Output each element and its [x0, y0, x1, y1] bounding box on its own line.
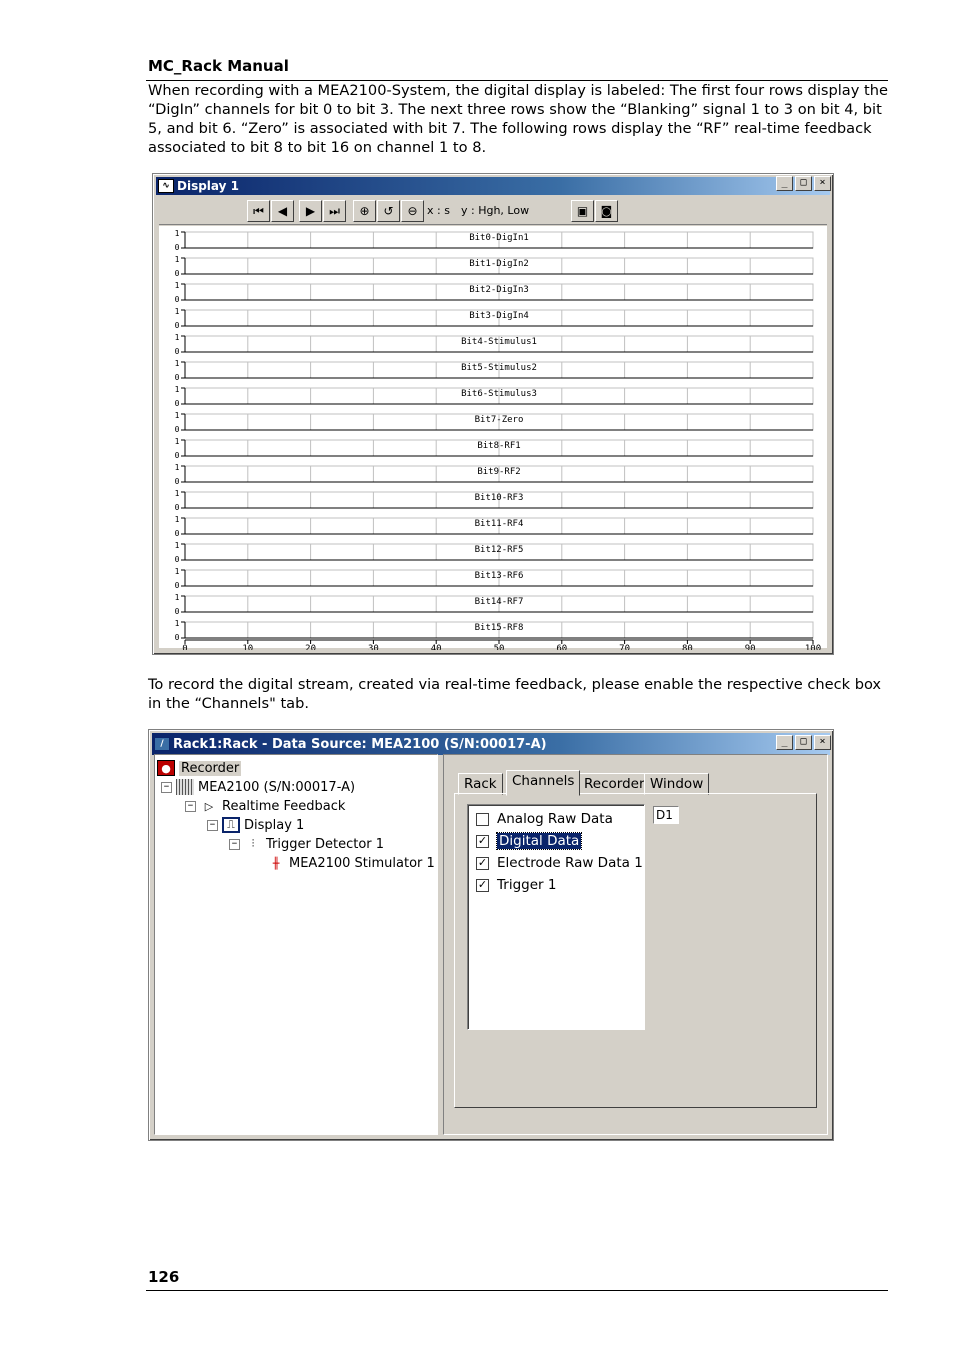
x-tick-label: 30 — [367, 644, 379, 650]
next-icon[interactable]: ▶ — [299, 200, 322, 222]
y-tick-label: 0 — [174, 581, 180, 590]
tree-node-mea2100[interactable] — [161, 779, 355, 795]
recorder-icon: ● — [157, 760, 175, 776]
y-tick-label: 1 — [174, 307, 180, 316]
channel-label: Bit5-Stimulus2 — [461, 363, 537, 373]
rack-titlebar[interactable] — [152, 733, 830, 755]
y-tick-label: 0 — [174, 425, 180, 434]
prev-icon[interactable]: ◀ — [271, 200, 294, 222]
channel-label: Bit0-DigIn1 — [469, 233, 529, 243]
tree-node-trigger-detector[interactable] — [229, 836, 384, 852]
channel-label: Bit7-Zero — [474, 415, 524, 425]
x-tick-label: 90 — [744, 644, 756, 650]
rack-title: Rack1:Rack - Data Source: MEA2100 (S/N:00017-A) — [173, 736, 547, 752]
y-tick-label: 0 — [174, 295, 180, 304]
channel-label: Bit3-DigIn4 — [469, 311, 529, 321]
y-tick-label: 1 — [174, 359, 180, 368]
channel-label: Bit6-Stimulus3 — [461, 389, 537, 399]
y-unit-label: y : Hgh, Low — [461, 204, 530, 217]
y-tick-label: 1 — [174, 229, 180, 238]
y-tick-label: 1 — [174, 619, 180, 628]
channels-tab-body — [454, 793, 817, 1108]
channel-label: Bit11-RF4 — [474, 519, 524, 529]
first-icon[interactable]: ⏮ — [247, 200, 270, 222]
y-tick-label: 1 — [174, 385, 180, 394]
channel-label: Bit1-DigIn2 — [469, 259, 529, 269]
manual-header: MC_Rack Manual — [148, 57, 289, 75]
tab-window[interactable]: Window — [644, 773, 709, 795]
y-tick-label: 1 — [174, 593, 180, 602]
y-tick-label: 1 — [174, 437, 180, 446]
y-tick-label: 1 — [174, 333, 180, 342]
channel-label: Bit12-RF5 — [474, 545, 524, 555]
y-tick-label: 1 — [174, 567, 180, 576]
collapse-icon[interactable]: − — [207, 820, 218, 831]
tree-node-stimulator[interactable] — [267, 855, 435, 871]
channel-label: Bit14-RF7 — [474, 597, 524, 607]
y-tick-label: 0 — [174, 555, 180, 564]
y-tick-label: 0 — [174, 607, 180, 616]
channel-label: Bit4-Stimulus1 — [461, 337, 537, 347]
y-tick-label: 0 — [174, 503, 180, 512]
maximize-button[interactable]: □ — [795, 735, 812, 750]
y-tick-label: 1 — [174, 411, 180, 420]
x-tick-label: 80 — [681, 644, 693, 650]
properties-panel — [443, 754, 828, 1135]
channel-label: Bit15-RF8 — [474, 623, 524, 633]
minimize-button[interactable]: _ — [776, 735, 793, 750]
tab-channels[interactable]: Channels — [506, 770, 580, 796]
rack-tree — [154, 754, 438, 1135]
undo-zoom-icon[interactable]: ↺ — [377, 200, 400, 222]
checkbox[interactable]: ✓ — [477, 855, 488, 869]
y-tick-label: 0 — [174, 321, 180, 330]
x-tick-label: 10 — [242, 644, 254, 650]
y-tick-label: 1 — [174, 255, 180, 264]
x-tick-label: 100 — [804, 644, 822, 650]
channel-label: Bit10-RF3 — [474, 493, 524, 503]
trigger-icon: ⫶ — [251, 837, 255, 850]
paragraph-2: To record the digital stream, created via real-time feedback, please enable the respective check box in the “Channels" tab. — [148, 676, 882, 712]
channel-label: Digital Data — [499, 833, 580, 849]
channel-label: Bit9-RF2 — [477, 467, 521, 477]
y-tick-label: 1 — [174, 463, 180, 472]
y-tick-label: 0 — [174, 243, 180, 252]
display-title: Display 1 — [177, 179, 239, 193]
x-tick-label: 20 — [305, 644, 317, 650]
tree-label: MEA2100 (S/N:00017-A) — [198, 779, 356, 795]
tree-label: Trigger Detector 1 — [266, 836, 385, 852]
y-tick-label: 0 — [174, 373, 180, 382]
last-icon[interactable]: ⏭ — [323, 200, 346, 222]
tree-label: Display 1 — [244, 817, 305, 833]
y-tick-label: 1 — [174, 541, 180, 550]
tree-label: Realtime Feedback — [222, 798, 346, 814]
footer-rule — [146, 1290, 888, 1291]
digital-plot-area — [159, 226, 827, 648]
camera-icon[interactable]: ◙ — [595, 200, 618, 222]
x-tick-label: 50 — [493, 644, 505, 650]
minimize-button[interactable]: _ — [776, 176, 793, 191]
tree-node-recorder[interactable] — [157, 760, 241, 776]
checkbox[interactable] — [476, 813, 489, 826]
channel-list — [467, 804, 645, 1030]
y-tick-label: 0 — [174, 529, 180, 538]
checkbox[interactable]: ✓ — [477, 833, 488, 847]
channel-label: Trigger 1 — [497, 877, 557, 893]
tab-rack[interactable]: Rack — [458, 773, 503, 795]
channel-label: Electrode Raw Data 1 — [497, 855, 643, 871]
x-tick-label: 70 — [619, 644, 631, 650]
tree-node-display[interactable] — [207, 817, 304, 833]
collapse-icon[interactable]: − — [185, 801, 196, 812]
collapse-icon[interactable]: − — [161, 782, 172, 793]
digital-plot — [159, 226, 827, 650]
device-icon — [176, 779, 194, 795]
channel-item[interactable] — [476, 833, 581, 849]
page-number: 126 — [148, 1268, 180, 1286]
y-tick-label: 1 — [174, 489, 180, 498]
x-tick-label: 60 — [556, 644, 568, 650]
paragraph-1: When recording with a MEA2100-System, the digital display is labeled: The first four rows display the “DigIn” channels for bit 0 to bit 3. The next three rows show the “Blanking” signal 1 to 3 on bit 4, bit 5, and bit 6. “Zero” is associated with bit 7. The following rows display the “RF” real-time feedback associated to bit 8 to bit 16 on channel 1 to 8. — [148, 82, 888, 156]
y-tick-label: 1 — [174, 515, 180, 524]
maximize-button[interactable]: □ — [795, 176, 812, 191]
channel-code-field[interactable]: D1 — [653, 806, 679, 824]
display-window — [152, 173, 834, 655]
channel-label: Bit2-DigIn3 — [469, 285, 529, 295]
stimulator-icon: ╫ — [272, 856, 280, 870]
y-tick-label: 0 — [174, 451, 180, 460]
channel-label: Bit13-RF6 — [474, 571, 524, 581]
channel-label: Analog Raw Data — [497, 811, 613, 827]
channel-label: Bit8-RF1 — [477, 441, 521, 451]
y-tick-label: 0 — [174, 347, 180, 356]
channel-item[interactable] — [476, 811, 613, 827]
rack-window-icon: / — [154, 737, 170, 751]
tree-label: Recorder — [181, 760, 240, 776]
close-button[interactable]: × — [814, 176, 831, 191]
y-tick-label: 0 — [174, 269, 180, 278]
collapse-icon[interactable]: − — [229, 839, 240, 850]
x-tick-label: 40 — [430, 644, 442, 650]
save-icon[interactable]: ▣ — [571, 200, 594, 222]
y-tick-label: 0 — [174, 399, 180, 408]
rack-window — [148, 729, 834, 1141]
display-icon: ⎍ — [222, 817, 240, 833]
checkbox[interactable]: ✓ — [477, 877, 488, 891]
zoom-in-icon[interactable]: ⊕ — [353, 200, 376, 222]
x-tick-label: 0 — [182, 644, 188, 650]
display-toolbar — [159, 196, 827, 225]
display-titlebar[interactable] — [156, 177, 830, 195]
tree-label: MEA2100 Stimulator 1 — [289, 855, 435, 871]
y-tick-label: 0 — [174, 633, 180, 642]
display-window-icon: ∿ — [158, 179, 174, 193]
x-unit-label: x : s — [427, 204, 450, 217]
y-tick-label: 0 — [174, 477, 180, 486]
zoom-out-icon[interactable]: ⊖ — [401, 200, 424, 222]
channel-item[interactable] — [476, 855, 643, 871]
tab-recorder[interactable]: Recorder — [578, 773, 651, 795]
feedback-icon: ▷ — [204, 799, 214, 813]
tree-node-realtime-feedback[interactable] — [185, 798, 345, 814]
channel-item[interactable] — [476, 877, 556, 893]
y-tick-label: 1 — [174, 281, 180, 290]
close-button[interactable]: × — [814, 735, 831, 750]
